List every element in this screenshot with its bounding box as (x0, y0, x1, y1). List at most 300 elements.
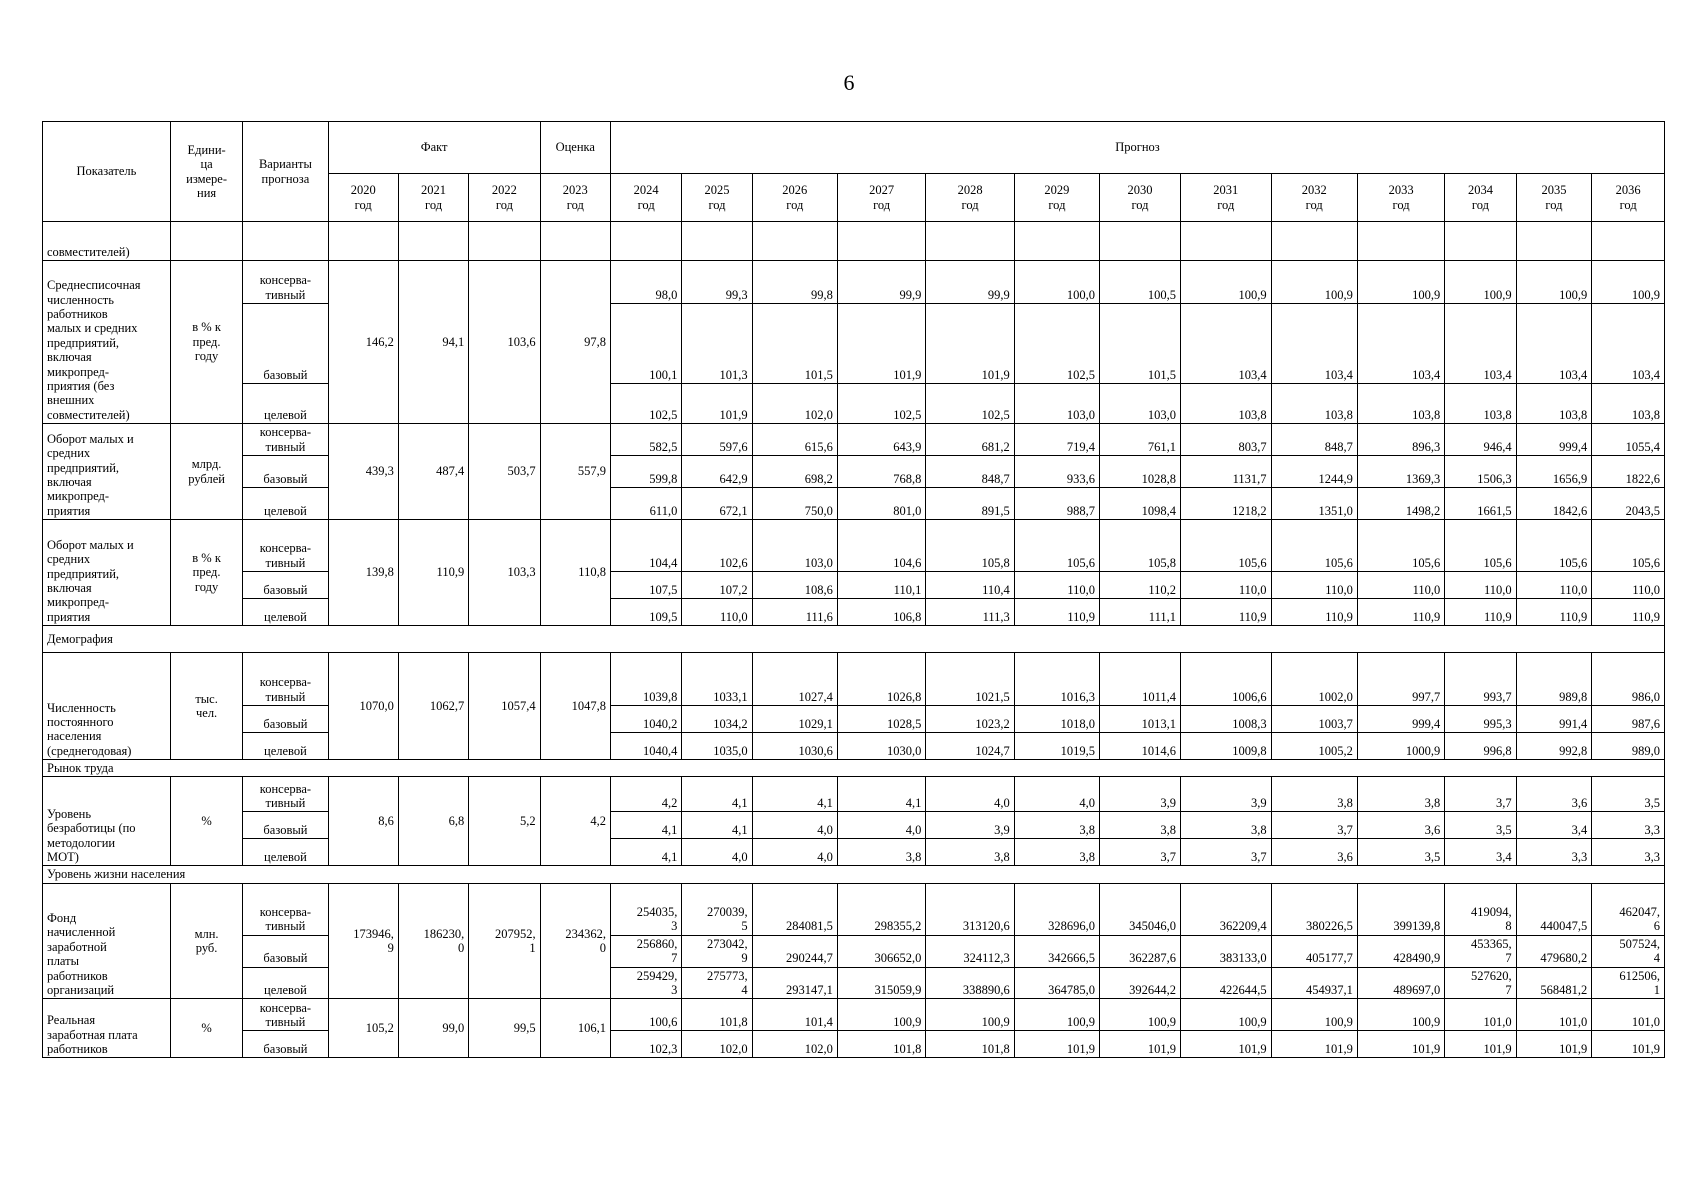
real_wage-row-conservative (43, 999, 1665, 1031)
header-year: 2021 год (398, 174, 468, 222)
real_wage-conservative-value: 100,9 (1271, 999, 1357, 1031)
unemployment-conservative-value: 3,8 (1271, 777, 1357, 812)
empty-cell (1516, 222, 1592, 261)
payroll-base-value: 428490,9 (1357, 935, 1444, 967)
population-conservative-value: 1033,1 (682, 653, 752, 706)
employees_pct-target-value: 103,8 (1445, 384, 1516, 424)
population-target-value: 1009,8 (1181, 733, 1272, 760)
employees_pct-target-value: 103,8 (1271, 384, 1357, 424)
real_wage-fact-value: 106,1 (540, 999, 610, 1058)
population-target-value: 1000,9 (1357, 733, 1444, 760)
section-living: Уровень жизни населения (43, 866, 1665, 883)
employees_pct-target-value: 102,5 (926, 384, 1014, 424)
population-target-value: 1035,0 (682, 733, 752, 760)
turnover_bn-target-value: 1842,6 (1516, 488, 1592, 520)
turnover_pct-row-target (43, 599, 1665, 626)
unemployment-target-value: 3,6 (1271, 839, 1357, 866)
real_wage-conservative-value: 100,9 (926, 999, 1014, 1031)
unemployment-target-value: 4,1 (610, 839, 681, 866)
population-conservative-value: 1006,6 (1181, 653, 1272, 706)
header-variants: Варианты прогноза (243, 122, 328, 222)
employees_pct-conservative-value: 100,9 (1445, 261, 1516, 304)
header-year: 2030 год (1100, 174, 1181, 222)
employees_pct-fact-value: 146,2 (328, 261, 398, 424)
employees_pct-conservative-value: 100,9 (1516, 261, 1592, 304)
unemployment-target-value: 3,8 (1014, 839, 1099, 866)
employees_pct-target-value: 103,8 (1516, 384, 1592, 424)
unemployment-conservative-value: 4,0 (926, 777, 1014, 812)
payroll-target-value: 489697,0 (1357, 967, 1444, 999)
turnover_bn-base-value: 1244,9 (1271, 456, 1357, 488)
unemployment-fact-value: 6,8 (398, 777, 468, 866)
employees_pct-base-value: 103,4 (1271, 304, 1357, 384)
empty-cell (1100, 222, 1181, 261)
header-year: 2027 год (837, 174, 925, 222)
unemployment-base-value: 4,0 (837, 812, 925, 839)
turnover_pct-conservative-value: 105,6 (1592, 520, 1665, 572)
variant-target: целевой (243, 967, 328, 999)
unemployment-unit: % (170, 777, 242, 866)
turnover_pct-target-value: 111,1 (1100, 599, 1181, 626)
turnover_pct-target-value: 110,9 (1445, 599, 1516, 626)
payroll-target-value: 315059,9 (837, 967, 925, 999)
turnover_pct-conservative-value: 105,6 (1357, 520, 1444, 572)
variant-conservative: консерва- тивный (243, 261, 328, 304)
turnover_pct-base-value: 110,0 (1445, 572, 1516, 599)
population-target-value: 1019,5 (1014, 733, 1099, 760)
payroll-row-target (43, 967, 1665, 999)
payroll-base-value: 362287,6 (1100, 935, 1181, 967)
unemployment-base-value: 4,1 (682, 812, 752, 839)
employees_pct-conservative-value: 100,9 (1357, 261, 1444, 304)
header-year: 2028 год (926, 174, 1014, 222)
variant-target: целевой (243, 488, 328, 520)
population-row-conservative (43, 653, 1665, 706)
population-base-value: 1040,2 (610, 706, 681, 733)
population-row-base (43, 706, 1665, 733)
payroll-base-value: 383133,0 (1181, 935, 1272, 967)
variant-base: базовый (243, 706, 328, 733)
turnover_pct-conservative-value: 105,8 (926, 520, 1014, 572)
employees_pct-base-value: 103,4 (1181, 304, 1272, 384)
real_wage-unit: % (170, 999, 242, 1058)
turnover_pct-target-value: 111,6 (752, 599, 837, 626)
unemployment-row-base (43, 812, 1665, 839)
turnover_bn-base-value: 1131,7 (1181, 456, 1272, 488)
variant-target: целевой (243, 839, 328, 866)
turnover_pct-target-value: 110,9 (1357, 599, 1444, 626)
turnover_pct-base-value: 110,0 (1592, 572, 1665, 599)
empty-cell (243, 222, 328, 261)
unemployment-base-value: 3,7 (1271, 812, 1357, 839)
real_wage-base-value: 101,8 (837, 1031, 925, 1058)
population-conservative-value: 1016,3 (1014, 653, 1099, 706)
turnover_pct-target-value: 110,9 (1592, 599, 1665, 626)
population-target-value: 996,8 (1445, 733, 1516, 760)
employees_pct-target-value: 103,8 (1181, 384, 1272, 424)
unemployment-conservative-value: 3,5 (1592, 777, 1665, 812)
real_wage-base-value: 101,9 (1100, 1031, 1181, 1058)
turnover_pct-base-value: 110,0 (1181, 572, 1272, 599)
turnover_pct-base-value: 110,1 (837, 572, 925, 599)
real_wage-conservative-value: 101,0 (1516, 999, 1592, 1031)
payroll-fact-value: 234362, 0 (540, 883, 610, 999)
payroll-base-value: 507524, 4 (1592, 935, 1665, 967)
population-conservative-value: 986,0 (1592, 653, 1665, 706)
payroll-row-conservative (43, 883, 1665, 935)
payroll-base-value: 405177,7 (1271, 935, 1357, 967)
employees_pct-target-value: 103,8 (1357, 384, 1444, 424)
header-unit: Едини- ца измере- ния (170, 122, 242, 222)
population-conservative-value: 993,7 (1445, 653, 1516, 706)
real_wage-fact-value: 105,2 (328, 999, 398, 1058)
unemployment-conservative-value: 3,9 (1181, 777, 1272, 812)
employees_pct-conservative-value: 100,9 (1271, 261, 1357, 304)
employees_pct-label: Среднесписочная численность работников малых и средних предприятий, включая микропред- приятия (без внешних совместителей) (43, 261, 171, 424)
empty-cell (540, 222, 610, 261)
variant-conservative: консерва- тивный (243, 999, 328, 1031)
variant-conservative: консерва- тивный (243, 883, 328, 935)
turnover_pct-base-value: 110,0 (1271, 572, 1357, 599)
population-conservative-value: 1026,8 (837, 653, 925, 706)
empty-cell (1357, 222, 1444, 261)
population-target-value: 1005,2 (1271, 733, 1357, 760)
employees_pct-fact-value: 97,8 (540, 261, 610, 424)
turnover_pct-target-value: 110,9 (1271, 599, 1357, 626)
turnover_bn-fact-value: 503,7 (469, 424, 540, 520)
unemployment-base-value: 3,4 (1516, 812, 1592, 839)
employees_pct-base-value: 103,4 (1357, 304, 1444, 384)
header-estimate: Оценка (540, 122, 610, 174)
population-target-value: 992,8 (1516, 733, 1592, 760)
turnover_pct-label: Оборот малых и средних предприятий, включая микропред- приятия (43, 520, 171, 626)
population-base-value: 995,3 (1445, 706, 1516, 733)
employees_pct-target-value: 103,8 (1592, 384, 1665, 424)
payroll-target-value: 527620, 7 (1445, 967, 1516, 999)
payroll-target-value: 275773, 4 (682, 967, 752, 999)
population-unit: тыс. чел. (170, 653, 242, 760)
real_wage-base-value: 101,9 (1014, 1031, 1099, 1058)
header-year: 2026 год (752, 174, 837, 222)
population-base-value: 1008,3 (1181, 706, 1272, 733)
header-forecast: Прогноз (610, 122, 1664, 174)
population-fact-value: 1047,8 (540, 653, 610, 760)
turnover_bn-base-value: 933,6 (1014, 456, 1099, 488)
real_wage-conservative-value: 101,0 (1445, 999, 1516, 1031)
real_wage-label: Реальная заработная плата работников (43, 999, 171, 1058)
empty-cell (398, 222, 468, 261)
payroll-conservative-value: 399139,8 (1357, 883, 1444, 935)
turnover_pct-base-value: 110,2 (1100, 572, 1181, 599)
header-year: 2029 год (1014, 174, 1099, 222)
population-conservative-value: 1039,8 (610, 653, 681, 706)
payroll-target-value: 612506, 1 (1592, 967, 1665, 999)
real_wage-base-value: 101,8 (926, 1031, 1014, 1058)
header-year: 2032 год (1271, 174, 1357, 222)
empty-cell (170, 222, 242, 261)
employees_pct-row-conservative (43, 261, 1665, 304)
unemployment-label: Уровень безработицы (по методологии МОТ) (43, 777, 171, 866)
payroll-conservative-value: 345046,0 (1100, 883, 1181, 935)
empty-cell (1592, 222, 1665, 261)
population-base-value: 987,6 (1592, 706, 1665, 733)
empty-cell (469, 222, 540, 261)
turnover_pct-conservative-value: 103,0 (752, 520, 837, 572)
forecast-table (42, 121, 1665, 1058)
payroll-conservative-value: 419094, 8 (1445, 883, 1516, 935)
payroll-conservative-value: 298355,2 (837, 883, 925, 935)
population-conservative-value: 1027,4 (752, 653, 837, 706)
turnover_bn-base-value: 599,8 (610, 456, 681, 488)
turnover_bn-target-value: 891,5 (926, 488, 1014, 520)
unemployment-conservative-value: 3,6 (1516, 777, 1592, 812)
real_wage-conservative-value: 100,6 (610, 999, 681, 1031)
turnover_bn-conservative-value: 1055,4 (1592, 424, 1665, 456)
variant-conservative: консерва- тивный (243, 653, 328, 706)
payroll-base-value: 479680,2 (1516, 935, 1592, 967)
unemployment-fact-value: 5,2 (469, 777, 540, 866)
unemployment-conservative-value: 3,8 (1357, 777, 1444, 812)
turnover_bn-fact-value: 439,3 (328, 424, 398, 520)
payroll-label: Фонд начисленной заработной платы работников организаций (43, 883, 171, 999)
employees_pct-conservative-value: 100,5 (1100, 261, 1181, 304)
population-target-value: 989,0 (1592, 733, 1665, 760)
real_wage-fact-value: 99,5 (469, 999, 540, 1058)
employees_pct-fact-value: 94,1 (398, 261, 468, 424)
header-year: 2036 год (1592, 174, 1665, 222)
payroll-target-value: 422644,5 (1181, 967, 1272, 999)
unemployment-base-value: 3,8 (1014, 812, 1099, 839)
payroll-base-value: 342666,5 (1014, 935, 1099, 967)
real_wage-conservative-value: 100,9 (1357, 999, 1444, 1031)
turnover_pct-target-value: 110,9 (1181, 599, 1272, 626)
turnover_pct-unit: в % к пред. году (170, 520, 242, 626)
population-base-value: 1029,1 (752, 706, 837, 733)
employees_pct-base-value: 103,4 (1445, 304, 1516, 384)
employees_pct-base-value: 103,4 (1592, 304, 1665, 384)
unemployment-conservative-value: 4,0 (1014, 777, 1099, 812)
payroll-conservative-value: 270039, 5 (682, 883, 752, 935)
header-year: 2022 год (469, 174, 540, 222)
payroll-conservative-value: 313120,6 (926, 883, 1014, 935)
empty-cell (1181, 222, 1272, 261)
turnover_pct-base-value: 110,4 (926, 572, 1014, 599)
employees_pct-conservative-value: 100,0 (1014, 261, 1099, 304)
turnover_bn-base-value: 1506,3 (1445, 456, 1516, 488)
employees_pct-target-value: 101,9 (682, 384, 752, 424)
turnover_bn-base-value: 1369,3 (1357, 456, 1444, 488)
variant-conservative: консерва- тивный (243, 424, 328, 456)
unemployment-row-conservative (43, 777, 1665, 812)
turnover_bn-conservative-value: 615,6 (752, 424, 837, 456)
variant-conservative: консерва- тивный (243, 520, 328, 572)
turnover_pct-conservative-value: 105,6 (1014, 520, 1099, 572)
payroll-target-value: 364785,0 (1014, 967, 1099, 999)
turnover_bn-base-value: 1028,8 (1100, 456, 1181, 488)
real_wage-base-value: 101,9 (1271, 1031, 1357, 1058)
turnover_bn-conservative-value: 848,7 (1271, 424, 1357, 456)
population-conservative-value: 989,8 (1516, 653, 1592, 706)
turnover_bn-base-value: 1656,9 (1516, 456, 1592, 488)
variant-base: базовый (243, 935, 328, 967)
employees_pct-row-target (43, 384, 1665, 424)
payroll-conservative-value: 254035, 3 (610, 883, 681, 935)
employees_pct-target-value: 102,0 (752, 384, 837, 424)
payroll-conservative-value: 440047,5 (1516, 883, 1592, 935)
unemployment-target-value: 3,8 (926, 839, 1014, 866)
payroll-row-base (43, 935, 1665, 967)
payroll-base-value: 324112,3 (926, 935, 1014, 967)
unemployment-base-value: 4,0 (752, 812, 837, 839)
population-conservative-value: 1011,4 (1100, 653, 1181, 706)
turnover_pct-base-value: 108,6 (752, 572, 837, 599)
employees_pct-base-value: 101,5 (1100, 304, 1181, 384)
turnover_pct-base-value: 107,5 (610, 572, 681, 599)
payroll-target-value: 568481,2 (1516, 967, 1592, 999)
real_wage-base-value: 102,0 (752, 1031, 837, 1058)
population-base-value: 1013,1 (1100, 706, 1181, 733)
employees_pct-target-value: 103,0 (1100, 384, 1181, 424)
employees_pct-target-value: 102,5 (837, 384, 925, 424)
payroll-fact-value: 173946, 9 (328, 883, 398, 999)
unemployment-target-value: 3,7 (1181, 839, 1272, 866)
employees_pct-base-value: 101,9 (926, 304, 1014, 384)
employees_pct-base-value: 103,4 (1516, 304, 1592, 384)
section-labor: Рынок труда (43, 760, 1665, 777)
empty-cell (1014, 222, 1099, 261)
turnover_bn-fact-value: 557,9 (540, 424, 610, 520)
real_wage-conservative-value: 101,0 (1592, 999, 1665, 1031)
turnover_pct-row-base (43, 572, 1665, 599)
turnover_bn-conservative-value: 597,6 (682, 424, 752, 456)
turnover_bn-row-target (43, 488, 1665, 520)
real_wage-conservative-value: 101,8 (682, 999, 752, 1031)
employees_pct-row-base (43, 304, 1665, 384)
variant-target: целевой (243, 599, 328, 626)
turnover_pct-target-value: 111,3 (926, 599, 1014, 626)
payroll-target-value: 392644,2 (1100, 967, 1181, 999)
turnover_bn-conservative-value: 896,3 (1357, 424, 1444, 456)
employees_pct-conservative-value: 99,9 (837, 261, 925, 304)
empty-cell (837, 222, 925, 261)
unemployment-base-value: 3,8 (1100, 812, 1181, 839)
population-target-value: 1030,6 (752, 733, 837, 760)
population-base-value: 1018,0 (1014, 706, 1099, 733)
payroll-base-value: 273042, 9 (682, 935, 752, 967)
population-target-value: 1030,0 (837, 733, 925, 760)
continued-label: совместителей) (43, 222, 171, 261)
turnover_bn-row-conservative (43, 424, 1665, 456)
turnover_pct-conservative-value: 104,4 (610, 520, 681, 572)
empty-cell (752, 222, 837, 261)
payroll-fact-value: 186230, 0 (398, 883, 468, 999)
turnover_bn-row-base (43, 456, 1665, 488)
payroll-target-value: 293147,1 (752, 967, 837, 999)
turnover_bn-target-value: 801,0 (837, 488, 925, 520)
turnover_bn-unit: млрд. рублей (170, 424, 242, 520)
payroll-base-value: 453365, 7 (1445, 935, 1516, 967)
unemployment-conservative-value: 4,1 (682, 777, 752, 812)
turnover_pct-fact-value: 139,8 (328, 520, 398, 626)
payroll-base-value: 290244,7 (752, 935, 837, 967)
header-fact: Факт (328, 122, 540, 174)
real_wage-base-value: 101,9 (1357, 1031, 1444, 1058)
variant-base: базовый (243, 812, 328, 839)
turnover_bn-target-value: 611,0 (610, 488, 681, 520)
empty-cell (1445, 222, 1516, 261)
turnover_bn-target-value: 988,7 (1014, 488, 1099, 520)
real_wage-conservative-value: 100,9 (1181, 999, 1272, 1031)
employees_pct-base-value: 101,5 (752, 304, 837, 384)
population-fact-value: 1070,0 (328, 653, 398, 760)
real_wage-row-base (43, 1031, 1665, 1058)
payroll-conservative-value: 362209,4 (1181, 883, 1272, 935)
turnover_bn-base-value: 848,7 (926, 456, 1014, 488)
population-base-value: 1028,5 (837, 706, 925, 733)
payroll-conservative-value: 328696,0 (1014, 883, 1099, 935)
turnover_pct-base-value: 107,2 (682, 572, 752, 599)
header-year: 2020 год (328, 174, 398, 222)
unemployment-base-value: 3,3 (1592, 812, 1665, 839)
turnover_pct-conservative-value: 105,6 (1516, 520, 1592, 572)
employees_pct-conservative-value: 99,8 (752, 261, 837, 304)
population-fact-value: 1062,7 (398, 653, 468, 760)
turnover_bn-target-value: 1498,2 (1357, 488, 1444, 520)
turnover_bn-label: Оборот малых и средних предприятий, включая микропред- приятия (43, 424, 171, 520)
population-conservative-value: 1002,0 (1271, 653, 1357, 706)
unemployment-base-value: 4,1 (610, 812, 681, 839)
turnover_bn-conservative-value: 719,4 (1014, 424, 1099, 456)
real_wage-conservative-value: 100,9 (837, 999, 925, 1031)
turnover_pct-row-conservative (43, 520, 1665, 572)
population-conservative-value: 1021,5 (926, 653, 1014, 706)
turnover_bn-conservative-value: 582,5 (610, 424, 681, 456)
unemployment-fact-value: 8,6 (328, 777, 398, 866)
turnover_bn-conservative-value: 803,7 (1181, 424, 1272, 456)
turnover_pct-base-value: 110,0 (1516, 572, 1592, 599)
payroll-conservative-value: 284081,5 (752, 883, 837, 935)
variant-base: базовый (243, 456, 328, 488)
variant-base: базовый (243, 304, 328, 384)
unemployment-conservative-value: 3,9 (1100, 777, 1181, 812)
turnover_pct-target-value: 109,5 (610, 599, 681, 626)
turnover_bn-conservative-value: 946,4 (1445, 424, 1516, 456)
population-base-value: 1034,2 (682, 706, 752, 733)
employees_pct-target-value: 102,5 (610, 384, 681, 424)
population-base-value: 991,4 (1516, 706, 1592, 733)
unemployment-target-value: 3,7 (1100, 839, 1181, 866)
employees_pct-conservative-value: 99,9 (926, 261, 1014, 304)
real_wage-conservative-value: 100,9 (1014, 999, 1099, 1031)
unemployment-target-value: 3,8 (837, 839, 925, 866)
turnover_bn-target-value: 1661,5 (1445, 488, 1516, 520)
unemployment-target-value: 4,0 (682, 839, 752, 866)
employees_pct-base-value: 100,1 (610, 304, 681, 384)
turnover_bn-base-value: 768,8 (837, 456, 925, 488)
turnover_bn-conservative-value: 643,9 (837, 424, 925, 456)
turnover_bn-target-value: 750,0 (752, 488, 837, 520)
header-year: 2025 год (682, 174, 752, 222)
real_wage-base-value: 101,9 (1181, 1031, 1272, 1058)
header-year: 2031 год (1181, 174, 1272, 222)
population-base-value: 1023,2 (926, 706, 1014, 733)
turnover_pct-target-value: 110,9 (1014, 599, 1099, 626)
turnover_bn-target-value: 1218,2 (1181, 488, 1272, 520)
population-fact-value: 1057,4 (469, 653, 540, 760)
employees_pct-conservative-value: 98,0 (610, 261, 681, 304)
unemployment-base-value: 3,6 (1357, 812, 1444, 839)
turnover_pct-base-value: 110,0 (1357, 572, 1444, 599)
